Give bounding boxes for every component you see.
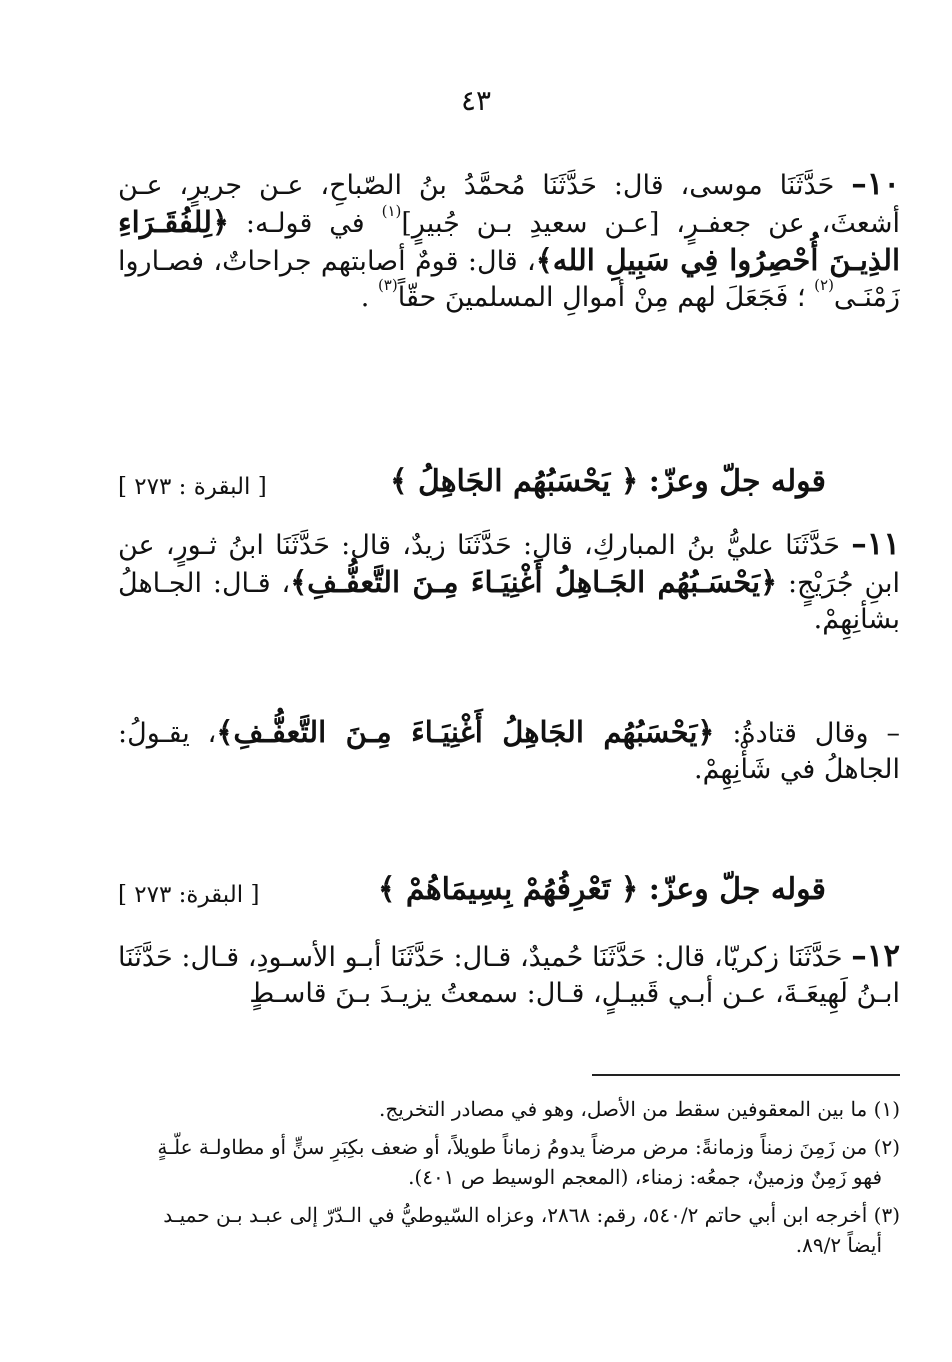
hadith-text: ، يقـولُ: الجاهلُ في شَأْنِهِمْ. xyxy=(118,718,900,785)
quran-verse: ﴿لِلفُقَـرَاءِ الذِيـنَ أُحْصِرُوا فِي سَبِيلِ الله﴾ xyxy=(118,205,901,277)
hadith-text: حَدَّثَنَا زكريّا، قال: حَدَّثَنَا حُميدٌ، قـال: حَدَّثَنَا أبـو الأسـودِ، قـال: حَدَّثَنَا ابـنُ لَهِيعَـةَ، عـن أبـي قَبيـلٍ، قـال: سمعتُ يزيـدَ بـنَ قاسـطٍ xyxy=(118,942,900,1009)
quran-verse: ﴿يَحْسَبُهُم الجَاهِلُ أَغْنِيَـاءَ مِـنَ التَّعفُّـفِ﴾ xyxy=(216,715,715,749)
footnote-text: (٣) أخرجه ابن أبي حاتم ٥٤٠/٢، رقم: ٢٨٦٨، وعزاه السّيوطيُّ في الـدّرّ إلى عبـد بـن حميـد xyxy=(163,1203,900,1227)
hadith-number: ١٠– xyxy=(851,166,900,202)
footnote-3 xyxy=(118,1200,900,1260)
hadith-11-paragraph xyxy=(118,526,900,638)
footnotes xyxy=(118,1094,900,1268)
hadith-text: ؛ فَجَعَلَ لهم مِنْ أموالِ المسلمينَ حقّاً xyxy=(397,282,806,313)
surah-reference: [ البقرة: ٢٧٣ ] xyxy=(118,882,260,908)
quran-verse: ﴿يَحْسَـبُهُم الجَـاهِلُ أَغْنِيَـاءَ مِـنَ التَّعفُّـفِ﴾ xyxy=(290,565,778,599)
hadith-text: – وقال قتادةُ: xyxy=(732,718,900,749)
footnote-2 xyxy=(118,1132,900,1192)
hadith-text: حَدَّثَنَا عليُّ بنُ المباركِ، قال: حَدَّثَنَا زيدٌ، قال: حَدَّثَنَا ابنُ ثـورٍ، عن ابنِ جُرَيْجٍ: xyxy=(118,530,901,599)
footnote-text: (٢) من زَمِنَ زمناً وزمانةً: مرض مرضاً يدومُ زماناً طويلاً، أو ضعف بكِبَرِ سنٍّ أو مطاولـة علّـةٍ xyxy=(157,1135,900,1159)
hadith-text: ، قال: قومٌ أصابتهم جراحاتٌ، فصـاروا زَمْنَـى xyxy=(118,246,900,313)
hadith-number: ١١– xyxy=(851,526,900,562)
footnote-1 xyxy=(118,1094,900,1124)
footnote-continuation: فهو زَمِنٌ وزمينٌ، جمعُه: زمناء، (المعجم الوسيط ص ٤٠١). xyxy=(408,1165,882,1189)
verse-heading: قوله جلّ وعزّ: ﴿ يَحْسَبُهُم الجَاهِلُ ﴾ xyxy=(389,464,826,499)
hadith-10-paragraph xyxy=(118,166,900,316)
page-number: ٤٣ xyxy=(460,84,492,117)
hadith-text: . xyxy=(360,282,370,313)
hadith-number: ١٢– xyxy=(851,938,900,974)
qatada-paragraph xyxy=(118,714,900,788)
hadith-text: في قولـه: xyxy=(245,208,365,239)
surah-reference: [ البقرة : ٢٧٣ ] xyxy=(118,474,267,500)
footnote-text: (١) ما بين المعقوفين سقط من الأصل، وهو في مصادر التخريج. xyxy=(379,1097,900,1121)
verse-heading-row xyxy=(118,464,900,508)
footnote-marker: (٣) xyxy=(377,276,398,294)
footnote-continuation: أيضاً ٨٩/٢. xyxy=(795,1233,882,1257)
verse-heading-row xyxy=(118,872,900,916)
footnote-marker: (١) xyxy=(381,202,402,220)
hadith-12-paragraph xyxy=(118,938,900,1012)
footnote-separator xyxy=(592,1074,900,1076)
hadith-text: حَدَّثَنَا موسى، قال: حَدَّثَنَا مُحمَّدُ بنُ الصّباحِ، عـن جريرٍ، عـن أشعثَ، عن جعفـرٍ، [عـن سعيدِ بـن جُبيرٍ] xyxy=(118,170,900,239)
footnote-marker: (٢) xyxy=(814,276,834,294)
verse-heading: قوله جلّ وعزّ: ﴿ تَعْرِفُهُمْ بِسِيمَاهُمْ ﴾ xyxy=(377,872,826,907)
hadith-text: ، قـال: الجـاهلُ بشأنِهِمْ. xyxy=(118,568,900,635)
